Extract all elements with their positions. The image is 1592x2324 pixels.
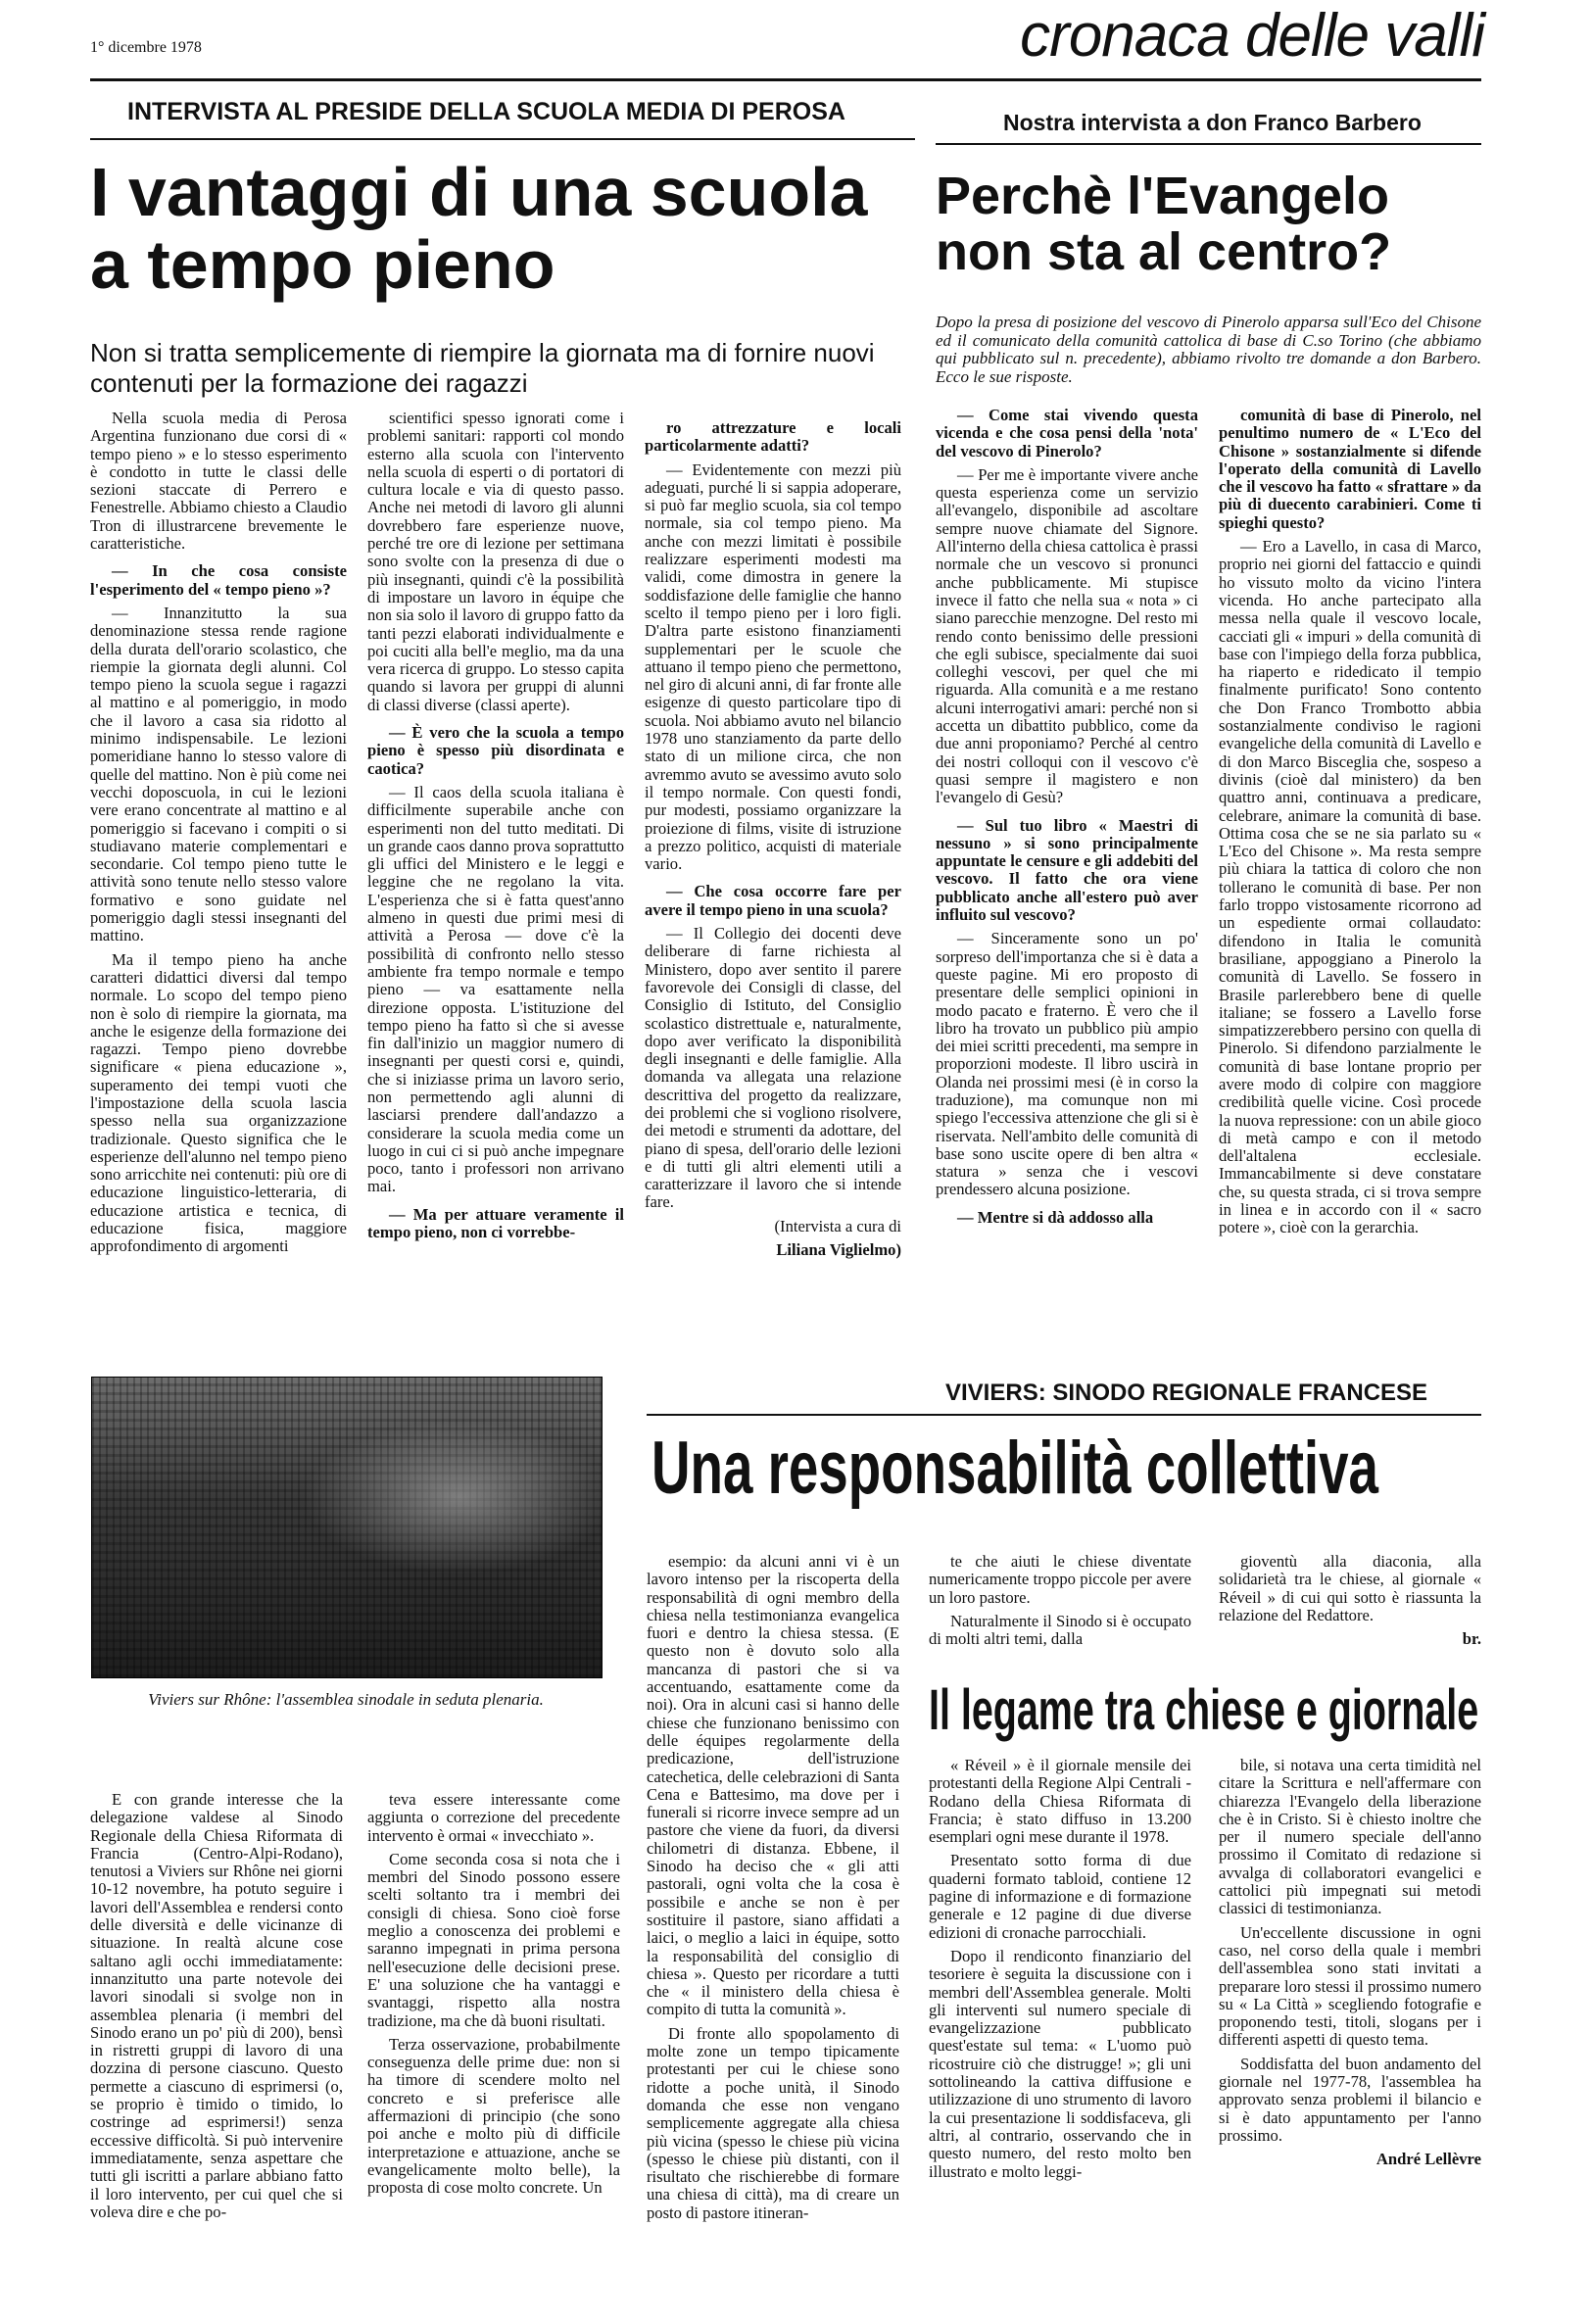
right-headline <box>936 169 1484 279</box>
paragraph: esempio: da alcuni anni vi è un lavoro intenso per la riscoperta della responsabilità di ogni membro della chiesa nella testimonianza evangelica fuori e dentro la chiesa stessa. (E questo non è dovuto solo alla mancanza di pastori che si va accentuando, esattamente come da noi). Ora in alcuni casi si hanno delle chiese che funzionano benissimo con delle équipes regolarmente della predicazione, dell'istruzione catechetica, delle celebrazioni di Santa Cena e Battesimo, ma dove per i funerali si ricorre invece sempre ad un pastore che viene da fuori, da diversi chilometri di distanza. Ebbene, il Sinodo ha deciso che « gli atti pastorali, ogni volta che la cosa è possibile e anche se non è per sostituire il pastore, siano affidati a laici, o meglio a laici in équipe, sotto la responsabilità del consiglio di chiesa ». Questo per ricordare a tutti che « il ministero della chiesa è compito di tutta la comunità ». <box>647 1553 899 2019</box>
sinodo-col4 <box>929 1553 1191 1651</box>
paragraph: Ma il tempo pieno ha anche caratteri didattici diversi dal tempo normale. Lo scopo del tempo pieno non è solo di riempire la giornata, ma anche le esigenze della formazione dei ragazzi. Tempo pieno dovrebbe significare « piena educazione », superamento dei tempi vuoti che l'impostazione della scuola lascia spesso nella sua organizzazione tradizionale. Questo significa che le esperienze dell'alunno nel tempo pieno sono arricchite nei contenuti: più ore di educazione linguistico-letteraria, di educazione artistica e tecnica, di educazione fisica, maggiore approfondimento di argomenti <box>90 949 347 1256</box>
right-kicker-rule <box>936 143 1481 145</box>
sinodo-headline: Una responsabilità collettiva <box>651 1427 1378 1510</box>
paragraph: gioventù alla diaconia, alla solidarietà tra le chiese, al giornale « Réveil » di cui qui sotto è riassunta la relazione del Redattore. <box>1219 1553 1481 1624</box>
paragraph: « Réveil » è il giornale mensile dei protestanti della Regione Alpi Centrali - Rodano della Chiesa Riformata di Francia; è stato diffuso in 13.200 esemplari ogni mese durante il 1978. <box>929 1757 1191 1847</box>
interview-question: — Sul tuo libro « Maestri di nessuno » si sono principalmente appuntate le censure e gli addebiti del vescovo. Il fatto che ora viene pubblicato anche all'estero può aver influito sul vescovo? <box>936 815 1198 925</box>
paragraph: Come seconda cosa si nota che i membri del Sinodo possono essere scelti soltanto tra i membri dei consigli di chiesa. Sono cioè forse meglio a conoscenza dei problemi e saranno impegnati in prima persona nell'esecuzione delle decisioni prese. E' una soluzione che ha vantaggi e svantaggi, rispetto alla nostra tradizione, ma che dà buoni risultati. <box>367 1849 620 2030</box>
interview-question: — In che cosa consiste l'esperimento del « tempo pieno »? <box>90 561 347 599</box>
giornale-headline: Il legame tra chiese e giornale <box>929 1678 1479 1742</box>
sinodo-col1 <box>90 1791 343 2251</box>
sinodo-col2 <box>367 1791 620 2251</box>
sinodo-col5 <box>1219 1553 1481 1651</box>
paragraph: Naturalmente il Sinodo si è occupato di molti altri temi, dalla <box>929 1611 1191 1649</box>
paragraph: — Evidentemente con mezzi più adeguati, purché li si sappia adoperare, si può far meglio scuola, sia col tempo normale, sia col tempo pieno. Ma anche con mezzi limitati è possibile realizzare esperimenti modesti ma validi, come dimostra in genere la soddisfazione delle famiglie che hanno scelto il tempo pieno per i loro figli. D'altra parte esistono finanziamenti supplementari per le scuole che attuano il tempo pieno che permettono, nel giro di alcuni anni, di far fronte alle esigenze di questo particolare tipo di scuola. Noi abbiamo avuto nel bilancio 1978 uno stanziamento da parte dello stato di un milione circa, che non avremmo avuto se avessimo avuto solo il tempo normale. Con questi fondi, pur modesti, possiamo organizzare la proiezione di films, visite di istruzione a prezzo politico, acquisti di materiale vario. <box>645 460 901 874</box>
paragraph: Di fronte allo spopolamento di molte zone un tempo tipicamente protestanti per cui le chiese sono ridotte a poche unità, il Sinodo domanda che esse non vengano semplicemente aggregate alla chiesa più vicina (spesso le chiese più vicina (spesso le chiese più distanti, con il risultato che rischierebbe di formare una chiesa di città), ma di creare un posto di pastore itineran- <box>647 2023 899 2222</box>
paragraph: Nella scuola media di Perosa Argentina funzionano due corsi di « tempo pieno » e lo stesso esperimento è condotto in tutte le classi delle sezioni staccate di Perrero e Fenestrelle. Abbiamo chiesto a Claudio Tron di illustrarcene brevemente le caratteristiche. <box>90 410 347 554</box>
paragraph: — Sinceramente sono un po' sorpreso dell'importanza che si è data a queste pagine. Mi ero proposto di presentare delle semplici opinioni in modo pacato e fraterno. È vero che il libro ha trovato un pubblico più ampio dei miei scritti precedenti, ma sempre in proporzioni modeste. Il libro uscirà in Olanda nei prossimi mesi (è in corso la traduzione), ma comunque non mi spiego l'eccessiva attenzione che gli si è riservata. Nell'ambito delle comunità di base sono uscite opere di ben altra « statura » senza che i vescovi prendessero alcuna posizione. <box>936 929 1198 1199</box>
interview-question: — Ma per attuare veramente il tempo pieno, non ci vorrebbe- <box>367 1204 624 1242</box>
interview-question: comunità di base di Pinerolo, nel penultimo numero de « L'Eco del Chisone » sostanzialmente si difende l'operato della comunità di Lavello che il vescovo ha fatto « sfrattare » da più di duecento carabinieri. Come ti spieghi questo? <box>1219 406 1481 532</box>
right-headline-line1: Perchè l'Evangelo <box>936 167 1390 225</box>
photo-caption: Viviers sur Rhône: l'assemblea sinodale in seduta plenaria. <box>148 1690 544 1709</box>
left-article-col2 <box>367 410 624 1303</box>
issue-date: 1° dicembre 1978 <box>90 39 202 56</box>
sinodo-kicker-rule <box>647 1414 1481 1416</box>
left-kicker: INTERVISTA AL PRESIDE DELLA SCUOLA MEDIA DI PEROSA <box>127 98 845 125</box>
synod-assembly-photo <box>91 1377 603 1678</box>
interview-question: ro attrezzature e locali particolarmente adatti? <box>645 418 901 456</box>
paragraph: bile, si notava una certa timidità nel citare la Scrittura e nell'affermare con chiarezza l'Evangelo della liberazione che è in Cristo. Si è chiesto inoltre che per il numero speciale dell'anno prossimo il Comitato di redazione si avvalga di collaboratori evangelici e cattolici più impegnati sui metodi classici di testimonianza. <box>1219 1757 1481 1918</box>
paragraph: — Innanzitutto la sua denominazione stessa rende ragione della durata dell'orario scolastico, che riempie la giornata degli alunni. Col tempo pieno la scuola segue i ragazzi al mattino e al pomeriggio, in modo che il lavoro a casa sia ridotto al minimo indispensabile. Le lezioni pomeridiane hanno lo stesso valore di quelle del mattino. Non è più come nei vecchi doposcuola, in cui le lezioni vere erano concentrate al mattino e al pomeriggio si facevano i compiti o si studiavano materie complementari e secondarie. Col tempo pieno tutte le attività sono tenute nello stesso valore formativo e sono guidate nel pomeriggio dagli stessi insegnanti del mattino. <box>90 603 347 945</box>
byline: Liliana Viglielmo) <box>776 1240 901 1260</box>
paragraph: Un'eccellente discussione in ogni caso, nel corso della quale i membri dell'assemblea sono stati invitati a preparare loro stessi il prossimo numero su « La Città » scegliendo fotografie e proponendo testi, titoli, slogans per i differenti aspetti di questo tema. <box>1219 1922 1481 2050</box>
giornale-col1 <box>929 1757 1191 2266</box>
byline: (Intervista a cura di <box>774 1216 901 1235</box>
paragraph: Dopo il rendiconto finanziario del tesoriere è seguita la discussione con i membri dell'Assemblea generale. Molti gli interventi sul numero speciale di evangelizzazione pubblicato quest'estate sul tema: « L'uomo può ricostruire ciò che distrugge! »; gli uni sottolineando la cattiva diffusione e utilizzazione di uno strumento di lavoro la cui presentazione li soddisfaceva, gli altri, al contrario, osservando che in questo numero, del resto molto ben illustrato e molto leggi- <box>929 1946 1191 2181</box>
paragraph: teva essere interessante come aggiunta o correzione del precedente intervento è ormai « invecchiato ». <box>367 1791 620 1845</box>
byline: André Lellèvre <box>1375 2150 1481 2169</box>
left-article-col1 <box>90 410 347 1303</box>
left-headline-line1: I vantaggi di una scuola <box>90 154 868 230</box>
paragraph: — Ero a Lavello, in casa di Marco, proprio nei giorni del fattaccio e quindi ho vissuto molto da vicino l'intera vicenda. Ho anche partecipato alla messa nella quale il vescovo locale, cacciati gli « impuri » della comunità di base con l'impiego della forza pubblica, ha riaperto e ridedicato il tempio finalmente purificato! Sono contento che Don Franco Trombotto abbia sostanzialmente condiviso le ragioni evangeliche della comunità di Lavello e di don Marco Bisceglia che, sospeso a divinis (cioè dal ministero) da ben quattro anni, continuava a predicare, celebrare, animare la comunità di base. Ottima cosa che se ne sia parlato su « L'Eco del Chisone ». Ma resta sempre più chiara la tattica di coloro che non tollerano le comunità di base. Per non farlo troppo vistosamente ricorrono ad un espediente ormai collaudato: difendono in Italia le comunità brasiliane, appoggiano a Pinerolo la comunità di Lavello. Se fossero in Brasile parlerebbero bene di quelle italiane; se fossero a Lavello forse simpatizzerebbero persino con quella di Pinerolo. Si difendono parzialmente le comunità di base lontane proprio per avere modo di colpire con maggiore credibilità quelle vicine. Così procede la nuova repressione: con un abile gioco di metà campo e con il metodo dell'altalena ecclesiale. Immancabilmente si deve constatare che, su questa strada, ci si trova sempre in linea e in accordo con il « sacro potere », cioè con la gerarchia. <box>1219 537 1481 1237</box>
interview-question: — Mentre si dà addosso alla <box>957 1207 1154 1227</box>
left-headline <box>90 154 923 303</box>
right-intro: Dopo la presa di posizione del vescovo di Pinerolo apparsa sull'Eco del Chisone ed il comunicato della comunità cattolica di base di C.so Torino (che abbiamo qui pubblicato sul n. precedente), abbiamo rivolto tre domande a don Barbero. Ecco le sue risposte. <box>936 313 1481 386</box>
sinodo-col3 <box>647 1553 899 2251</box>
paragraph: Presentato sotto forma di due quaderni formato tabloid, contiene 12 pagine di informazione e di formazione generale e 12 pagine di due diverse edizioni di cronache parrocchiali. <box>929 1851 1191 1942</box>
right-article-col1 <box>936 397 1198 1303</box>
paragraph: te che aiuti le chiese diventate numericamente troppo piccole per avere un loro pastore. <box>929 1553 1191 1607</box>
left-article-col3 <box>645 410 901 1303</box>
interview-question: — È vero che la scuola a tempo pieno è spesso più disordinata e caotica? <box>367 723 624 778</box>
paragraph: Soddisfatta del buon andamento del giornale nel 1977-78, l'assemblea ha approvato senza problemi il bilancio e si è dato appuntamento per l'anno prossimo. <box>1219 2054 1481 2145</box>
paragraph: scientifici spesso ignorati come i problemi sanitari: rapporti col mondo esterno alla scuola con l'intervento nella scuola di esperti o di portatori di cultura locale e via di questo passo. Anche nei metodi di lavoro gli alunni dovrebbero fare esperienze nuove, perché tre ore di lezione per settimana sono svolte con la presenza di due o più insegnanti, quindi c'è la possibilità di impostare un lavoro in équipe che non sia solo il lavoro di gruppo fatto da tanti pezzi elaborati individualmente e poi cuciti alla bell'e meglio, ma da una vera ricerca di gruppo. Lo stesso capita quando si lavora per gruppi di alunni di classi diverse (classi aperte). <box>367 410 624 714</box>
right-article-col2 <box>1219 397 1481 1303</box>
left-kicker-rule <box>90 138 915 140</box>
masthead-rule <box>90 78 1481 81</box>
sinodo-kicker: VIVIERS: SINODO REGIONALE FRANCESE <box>945 1380 1428 1406</box>
paragraph: E con grande interesse che la delegazione valdese al Sinodo Regionale della Chiesa Riformata di Francia (Centro-Alpi-Rodano), tenutosi a Viviers sur Rhône nei giorni 10-12 novembre, ha potuto seguire i lavori dell'Assemblea e rendersi conto delle diversità e delle vicinanze di situazione. In realtà alcune cose saltano agli occhi immediatamente: innanzitutto una parte notevole dei lavori sinodali si svolge non in assemblea plenaria (i membri del Sinodo erano un po' più di 200), bensì in ristretti gruppi di lavoro di una dozzina di persone ciascuno. Questo permette a ciascuno di esprimersi (o, se proprio è timido o timido, lo costringe ad esprimersi!) senza eccessive difficoltà. Si può intervenire immediatamente, senza aspettare che tutti gli iscritti a parlare abbiano fatto il loro intervento, per cui quel che si voleva dire e che po- <box>90 1791 343 2221</box>
right-kicker: Nostra intervista a don Franco Barbero <box>1003 110 1422 135</box>
left-headline-line2: a tempo pieno <box>90 225 555 303</box>
right-headline-line2: non sta al centro? <box>936 221 1392 281</box>
byline: br. <box>1462 1629 1481 1649</box>
left-subhead: Non si tratta semplicemente di riempire la giornata ma di fornire nuovi contenuti per la formazione dei ragazzi <box>90 338 875 398</box>
paragraph: — Per me è importante vivere anche questa esperienza come un servizio all'evangelo, disponibile ad ascoltare sempre nuove chiamate del Signore. All'interno della chiesa cattolica è prassi normale che un vescovo si pronunci anche pubblicamente. Mi stupisce invece il fatto che nella sua « nota » ci siano parecchie menzogne. Del resto mi rendo conto benissimo delle pressioni che egli subisce, specialmente dai suoi colleghi vescovi, per quel che mi riguarda. Alla comunità e a me restano alcuni interrogativi amari: perché non si accetta un dibattito pubblico, come da due anni proponiamo? Perché al centro dei nostri colloqui con il vescovo c'è quasi sempre il magistero e non l'evangelo di Gesù? <box>936 464 1198 807</box>
paragraph: — Il Collegio dei docenti deve deliberare di farne richiesta al Ministero, dopo aver sentito il parere favorevole dei Consigli di classe, del Consiglio di Istituto, del Consiglio scolastico distrettuale e, naturalmente, dopo aver verificato la disponibilità degli insegnanti e delle famiglie. Alla domanda va allegata una relazione descrittiva del progetto da realizzare, dei problemi che si vogliono risolvere, dei metodi e strumenti da adottare, del piano di spesa, dell'orario delle lezioni e di tutti gli altri elementi utili a caratterizzare il lavoro che si intende fare. <box>645 924 901 1212</box>
interview-question: — Che cosa occorre fare per avere il tempo pieno in una scuola? <box>645 882 901 919</box>
section-title: cronaca delle valli <box>1020 2 1484 70</box>
giornale-col2 <box>1219 1757 1481 2266</box>
interview-question: — Come stai vivendo questa vicenda e che cosa pensi della 'nota' del vescovo di Pinerolo? <box>936 406 1198 460</box>
paragraph: — Il caos della scuola italiana è difficilmente superabile anche con esperimenti non del tutto meditati. Di un grande caos danno prova soprattutto gli uffici del Ministero e le leggi e leggine che ne regolano la vita. L'esperienza che si è fatta quest'anno almeno in questi due primi mesi di attività a Perosa — dove c'è la possibilità di confronto nello stesso ambiente fra tempo normale e tempo pieno — va esattamente nella direzione opposta. L'istituzione del tempo pieno ha fatto sì che si avesse fin dall'inizio un maggior numero di insegnanti per questi corsi e, quindi, che si iniziasse prima un lavoro serio, non permettendo agli alunni di lasciarsi prendere dall'andazzo a considerare la scuola media come un luogo in cui ci si può anche impegnare poco, tanto i professori non arrivano mai. <box>367 782 624 1196</box>
paragraph: Terza osservazione, probabilmente conseguenza delle prime due: non si ha timore di scendere molto nel concreto e si preferisce alle affermazioni di principio (che sono poi anche e molto più di difficile interpretazione e attuazione, anche se evangelicamente molto belle), la proposta di cose molto concrete. Un <box>367 2034 620 2198</box>
